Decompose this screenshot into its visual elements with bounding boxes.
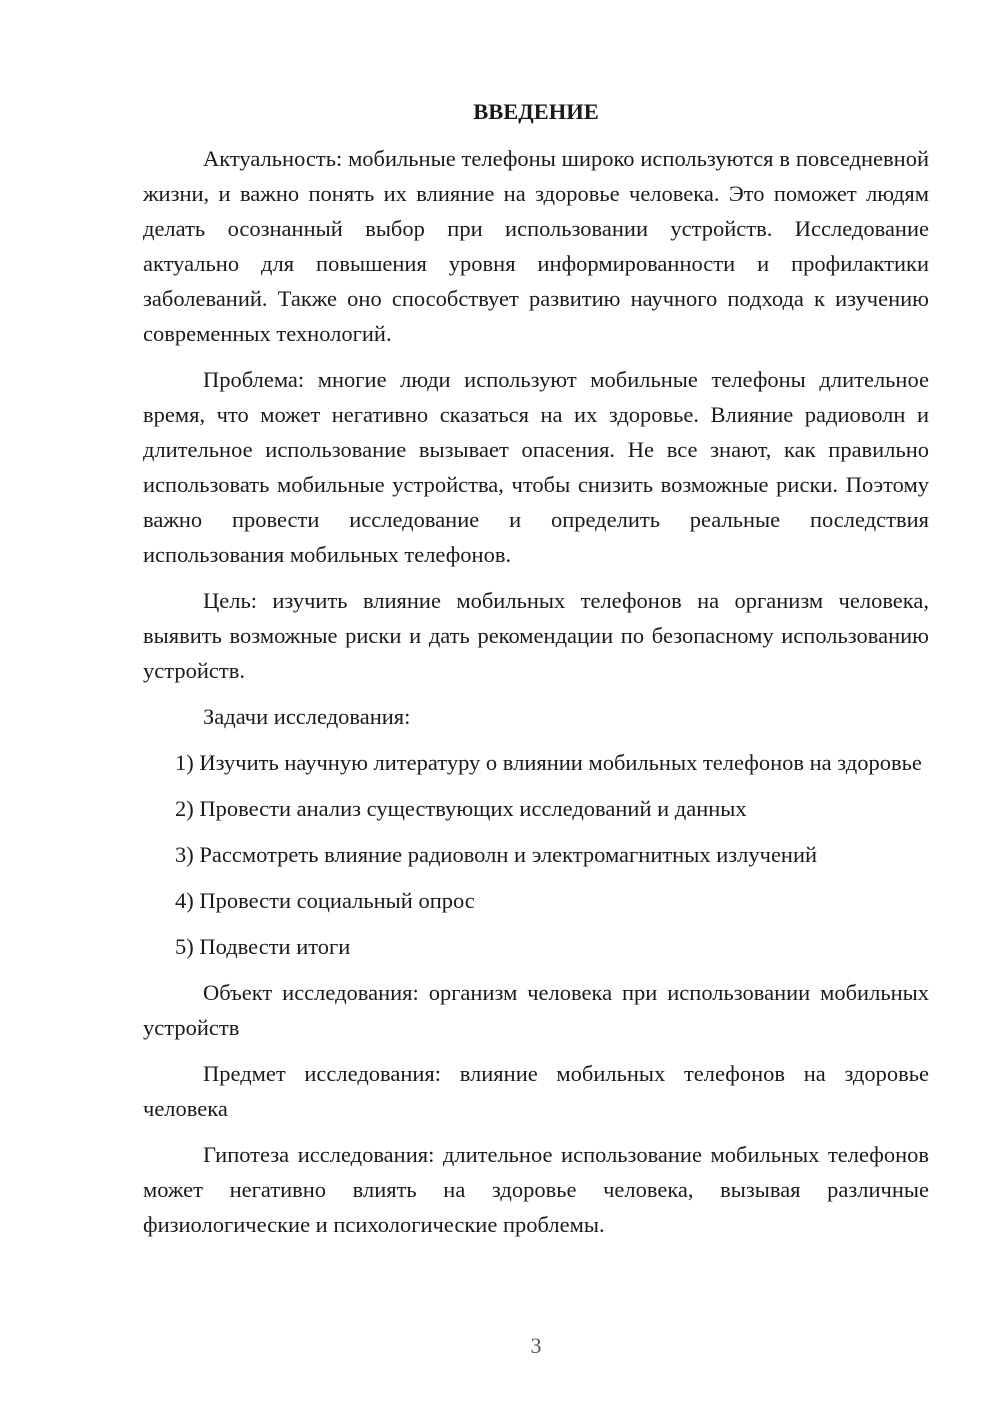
- object-paragraph: Объект исследования: организм человека при использовании мобильных устройств: [143, 980, 929, 1040]
- hypothesis-paragraph: Гипотеза исследования: длительное использование мобильных телефонов может негативно влиять на здоровье человека, вызывая различные физиологические и психологические проблемы.: [143, 1142, 929, 1237]
- task-item-1: 1) Изучить научную литературу о влиянии мобильных телефонов на здоровье: [175, 750, 922, 775]
- page-number: 3: [530, 1333, 542, 1358]
- goal-paragraph: Цель: изучить влияние мобильных телефонов на организм человека, выявить возможные риски и дать рекомендации по безопасному использованию устройств.: [143, 588, 929, 683]
- task-item-4: 4) Провести социальный опрос: [175, 888, 475, 913]
- relevance-paragraph: Актуальность: мобильные телефоны широко используются в повседневной жизни, и важно понять их влияние на здоровье человека. Это поможет людям делать осознанный выбор при использовании устройств. Исследование актуально для повышения уровня информированности и профилактики заболеваний. Также оно способствует развитию научного подхода к изучению современных технологий.: [143, 146, 929, 346]
- section-heading: ВВЕДЕНИЕ: [473, 99, 599, 124]
- task-item-5: 5) Подвести итоги: [175, 934, 351, 959]
- problem-paragraph: Проблема: многие люди используют мобильные телефоны длительное время, что может негативно сказаться на их здоровье. Влияние радиоволн и длительное использование вызывает опасения. Не все знают, как правильно использовать мобильные устройства, чтобы снизить возможные риски. Поэтому важно провести исследование и определить реальные последствия использования мобильных телефонов.: [143, 367, 929, 567]
- task-item-2: 2) Провести анализ существующих исследований и данных: [175, 796, 747, 821]
- tasks-title: Задачи исследования:: [203, 704, 411, 729]
- page-content: [143, 94, 929, 1253]
- task-item-3: 3) Рассмотреть влияние радиоволн и электромагнитных излучений: [175, 842, 818, 867]
- subject-paragraph: Предмет исследования: влияние мобильных телефонов на здоровье человека: [143, 1061, 929, 1121]
